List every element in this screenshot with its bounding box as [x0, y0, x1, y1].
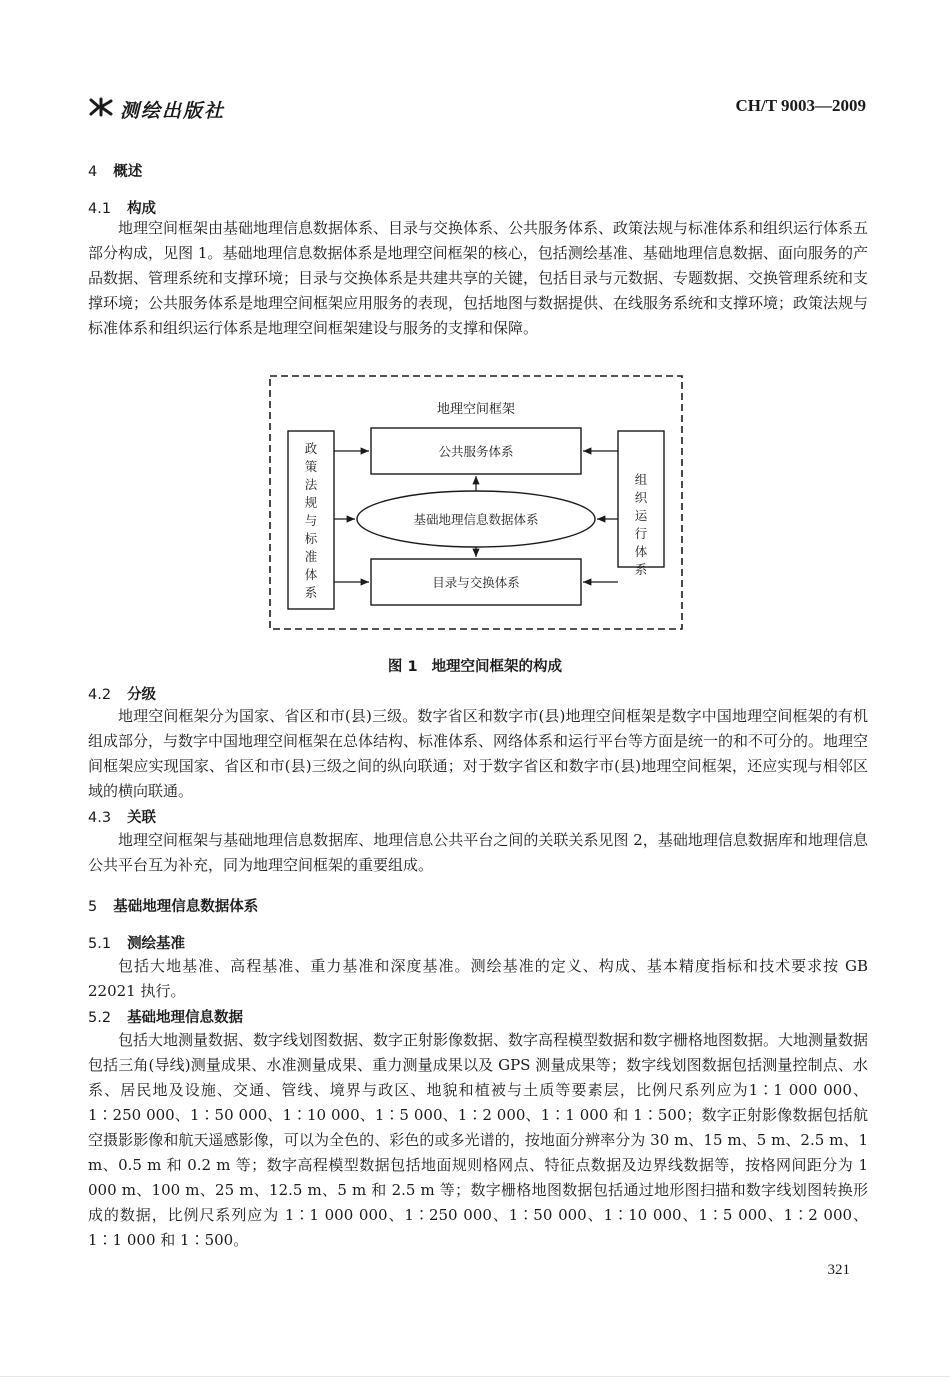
publisher-header — [88, 96, 225, 123]
figure-1-caption — [0, 655, 950, 676]
section-4-3-paragraph: 地理空间框架与基础地理信息数据库、地理信息公共平台之间的关联关系见图 2，基础地理信息数据库和地理信息公共平台互为补充，同为地理空间框架的重要组成。 — [88, 831, 868, 874]
framework-title: 地理空间框架 — [436, 402, 516, 417]
section-title: 基础地理信息数据体系 — [113, 899, 259, 915]
standard-code: CH/T 9003—2009 — [735, 96, 866, 115]
section-5-2-paragraph: 包括大地测量数据、数字线划图数据、数字正射影像数据、数字高程模型数据和数字栅格地图数据。大地测量数据包括三角(导线)测量成果、水准测量成果、重力测量成果以及 GPS 测量成果等；数字线划图数据包括测量控制点、水系、居民地及设施、交通、管线、境界与政区、地貌和植被与土质等要素层，比例尺系列应为1∶1 000 000、1∶250 000、1∶50 000、1∶10 000、1∶5 000、1∶2 000、1∶1 000 和 1∶500；数字正射影像数据包括航空摄影影像和航天遥感影像，可以为全色的、彩色的或多光谱的，按地面分辨率分为 30 m、15 m、5 m、2.5 m、1 m、0.5 m 和 0.2 m 等；数字高程模型数据包括地面规则格网点、特征点数据及边界线数据等，按格网间距分为 1 000 m、100 m、25 m、12.5 m、5 m 和 2.5 m 等；数字栅格地图数据包括通过地形图扫描和数字线划图转换形成的数据，比例尺系列应为 1∶1 000 000、1∶250 000、1∶50 000、1∶10 000、1∶5 000、1∶2 000、1∶1 000 和 1∶500。 — [88, 1031, 869, 1249]
section-4-3-heading — [88, 806, 156, 827]
section-number: 4.3 — [88, 810, 112, 826]
section-5-1-heading — [88, 932, 185, 953]
section-4-2-paragraph: 地理空间框架分为国家、省区和市(县)三级。数字省区和数字市(县)地理空间框架是数字中国地理空间框架的有机组成部分，与数字中国地理空间框架在总体结构、标准体系、网络体系和运行平台等方面是统一的和不可分的。地理空间框架应实现国家、省区和市(县)三级之间的纵向联通；对于数字省区和数字市(县)地理空间框架，还应实现与相邻区域的横向联通。 — [88, 707, 869, 800]
figure-number: 图 1 — [387, 659, 418, 675]
page-bottom-edge — [0, 1376, 950, 1377]
svg-text:与: 与 — [304, 513, 318, 528]
svg-text:织: 织 — [634, 490, 648, 505]
section-title: 概述 — [113, 164, 143, 180]
publisher-logo-icon — [88, 97, 114, 122]
svg-text:体: 体 — [634, 544, 648, 559]
section-title: 测绘基准 — [127, 936, 186, 952]
section-number: 5.2 — [88, 1010, 112, 1026]
figure-title: 地理空间框架的构成 — [431, 659, 563, 675]
section-number: 4.1 — [88, 201, 112, 217]
section-title: 关联 — [127, 810, 157, 826]
catalog-exchange-label: 目录与交换体系 — [432, 575, 520, 590]
section-title: 分级 — [127, 687, 157, 703]
section-number: 4 — [88, 164, 98, 180]
svg-text:标: 标 — [304, 531, 318, 546]
section-4-1-paragraph: 地理空间框架由基础地理信息数据体系、目录与交换体系、公共服务体系、政策法规与标准体系和组织运行体系五部分构成，见图 1。基础地理信息数据体系是地理空间框架的核心，包括测绘基准、基础地理信息数据、面向服务的产品数据、管理系统和支撑环境；目录与交换体系是共建共享的关键，包括目录与元数据、专题数据、交换管理系统和支撑环境；公共服务体系是地理空间框架应用服务的表现，包括地图与数据提供、在线服务系统和支撑环境；政策法规与标准体系和组织运行体系是地理空间框架建设与服务的支撑和保障。 — [88, 219, 869, 337]
svg-text:系: 系 — [634, 562, 648, 577]
svg-text:规: 规 — [304, 495, 318, 510]
section-number: 5 — [88, 899, 98, 915]
section-5-2-heading — [88, 1006, 243, 1027]
svg-text:体: 体 — [304, 567, 318, 582]
figure-1-diagram — [265, 373, 687, 633]
section-4-heading — [88, 160, 142, 181]
svg-text:组: 组 — [634, 472, 648, 487]
section-title: 构成 — [127, 201, 157, 217]
section-number: 4.2 — [88, 687, 112, 703]
policy-standard-label — [305, 441, 318, 600]
svg-text:法: 法 — [304, 477, 318, 492]
svg-text:准: 准 — [304, 549, 318, 564]
section-4-1-heading — [88, 197, 156, 218]
svg-text:系: 系 — [304, 585, 318, 600]
section-4-2-heading — [88, 683, 156, 704]
svg-text:政: 政 — [304, 441, 318, 456]
section-title: 基础地理信息数据 — [127, 1010, 244, 1026]
section-5-heading — [88, 895, 258, 916]
core-data-label: 基础地理信息数据体系 — [413, 512, 539, 527]
section-5-1-paragraph: 包括大地基准、高程基准、重力基准和深度基准。测绘基准的定义、构成、基本精度指标和技术要求按 GB 22021 执行。 — [88, 957, 868, 1000]
svg-text:运: 运 — [634, 508, 648, 523]
svg-text:行: 行 — [634, 526, 648, 541]
svg-text:策: 策 — [304, 459, 318, 474]
page-number: 321 — [827, 1262, 850, 1278]
section-number: 5.1 — [88, 936, 112, 952]
public-service-label: 公共服务体系 — [438, 444, 514, 459]
publisher-name: 测绘出版社 — [120, 100, 226, 122]
